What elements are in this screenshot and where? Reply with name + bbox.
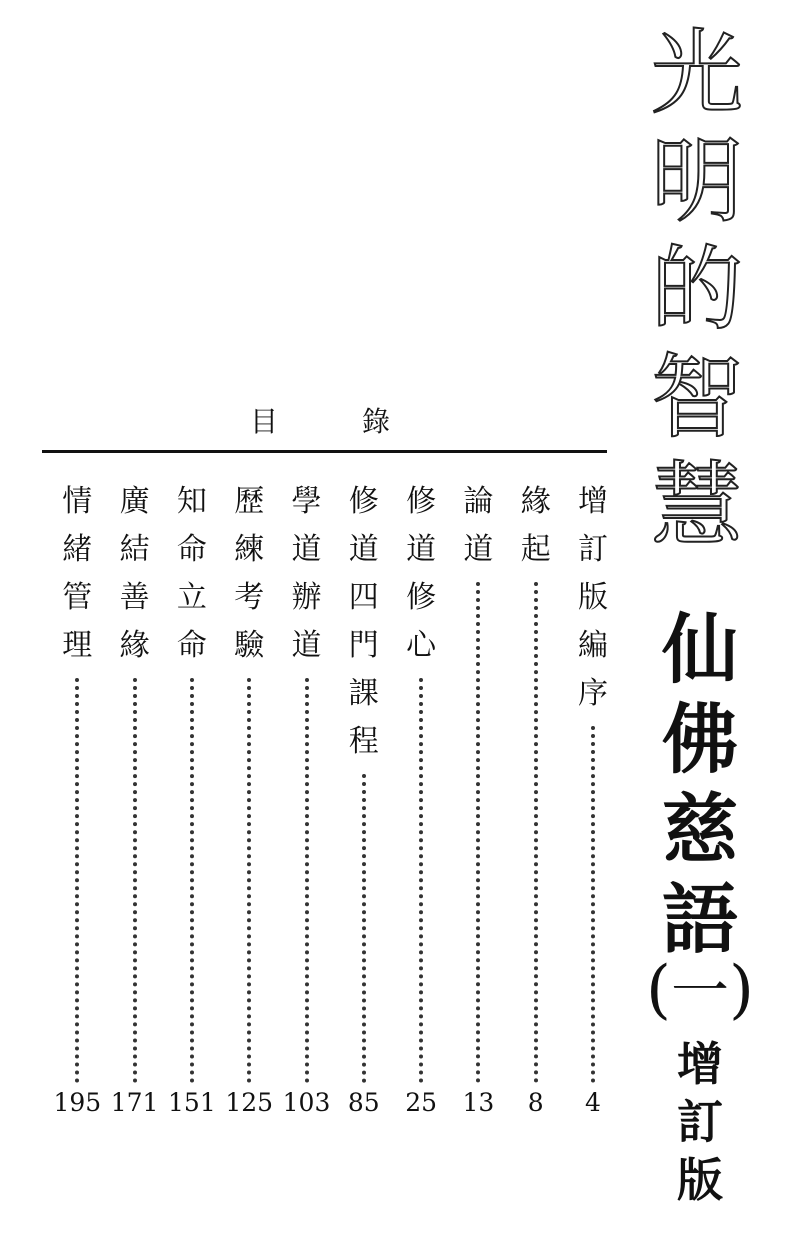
toc-title-char: 理 — [62, 628, 93, 663]
toc-title-char: 善 — [119, 580, 150, 615]
toc-title-char: 練 — [234, 532, 265, 567]
toc-title-char: 道 — [348, 532, 379, 567]
toc-title-char: 論 — [463, 484, 494, 519]
dot-leader — [419, 678, 423, 1083]
toc-title-char: 知 — [176, 484, 207, 519]
volume-numeral: 一 — [670, 957, 729, 1025]
toc-title-char: 緣 — [119, 628, 150, 663]
toc-entry-title — [458, 478, 498, 574]
toc-title-char: 版 — [578, 580, 608, 615]
toc-entry-title — [115, 478, 155, 670]
toc-entry-title — [573, 478, 613, 718]
toc-entry-title — [516, 478, 556, 574]
toc-title-char: 訂 — [578, 532, 608, 567]
toc-title-char: 管 — [62, 580, 93, 615]
toc-page-number: 103 — [282, 1088, 331, 1117]
toc-title-char: 命 — [176, 628, 207, 663]
toc-entry[interactable] — [573, 478, 613, 1118]
toc-title-char: 修 — [348, 484, 379, 519]
toc-page-number: 13 — [462, 1088, 495, 1117]
dot-leader — [190, 678, 194, 1083]
toc-title-char: 道 — [291, 628, 322, 663]
dot-leader — [476, 582, 480, 1083]
toc-entry[interactable] — [110, 478, 159, 1118]
toc-title-char: 緒 — [62, 532, 93, 567]
toc-title-char: 四 — [348, 580, 379, 615]
edition-char: 訂 — [677, 1095, 723, 1149]
toc-title-char: 程 — [348, 724, 379, 759]
toc-entry[interactable] — [344, 478, 384, 1118]
toc-entry[interactable] — [458, 478, 498, 1118]
toc-entry[interactable] — [282, 478, 331, 1118]
book-title-char: 仙 — [662, 605, 738, 694]
toc-page-number: 85 — [347, 1088, 380, 1117]
toc-entry-title — [401, 478, 441, 670]
toc-title-char: 驗 — [234, 628, 265, 663]
toc-title-char: 歷 — [234, 484, 265, 519]
series-title-char: 的 — [650, 236, 743, 343]
toc-entry-title — [344, 478, 384, 766]
toc-page-number: 125 — [225, 1088, 274, 1117]
toc-entry[interactable] — [53, 478, 102, 1118]
series-title-char: 慧 — [650, 452, 743, 559]
toc-title-char: 道 — [406, 532, 437, 567]
toc-heading-mu: 目 — [250, 405, 279, 438]
toc-title-char: 序 — [578, 676, 608, 711]
toc-title-char: 修 — [406, 580, 437, 615]
toc-title-char: 課 — [348, 676, 379, 711]
toc-title-char: 學 — [291, 484, 322, 519]
toc-title-char: 情 — [62, 484, 93, 519]
book-title-char: 慈 — [662, 785, 738, 874]
toc-title-char: 辦 — [291, 580, 322, 615]
book-title-char: 語 — [662, 875, 738, 964]
toc-entry-title — [287, 478, 327, 670]
toc-entry[interactable] — [401, 478, 441, 1118]
series-title-char: 光 — [650, 20, 743, 127]
toc-page-number: 171 — [110, 1088, 159, 1117]
toc-entry[interactable] — [168, 478, 216, 1118]
toc-page-number: 195 — [53, 1088, 102, 1117]
toc-page-number: 25 — [405, 1088, 437, 1117]
toc-title-char: 道 — [291, 532, 322, 567]
toc-title-char: 立 — [176, 580, 207, 615]
series-title-char: 智 — [650, 344, 743, 451]
toc-title-char: 結 — [119, 532, 150, 567]
toc-entry-title — [172, 478, 212, 670]
toc-title-char: 緣 — [520, 484, 551, 519]
toc-entry[interactable] — [225, 478, 274, 1118]
toc-title-char: 心 — [406, 628, 437, 663]
toc-heading-lu: 錄 — [361, 405, 390, 438]
volume-open-paren: ( — [646, 953, 671, 1027]
toc-title-char: 門 — [348, 628, 379, 663]
toc-page-number: 4 — [585, 1088, 601, 1117]
toc-title-char: 道 — [463, 532, 494, 567]
edition-char: 版 — [677, 1153, 723, 1207]
toc-title-char: 命 — [176, 532, 207, 567]
dot-leader — [133, 678, 137, 1083]
dot-leader — [75, 678, 79, 1083]
toc-title-char: 考 — [234, 580, 265, 615]
dot-leader — [534, 582, 538, 1083]
volume-close-paren: ) — [729, 953, 754, 1027]
dot-leader — [591, 726, 595, 1083]
edition-char: 增 — [677, 1037, 723, 1091]
toc-title-char: 編 — [578, 628, 608, 663]
toc-entry-title — [229, 478, 269, 670]
toc-title-char: 增 — [578, 484, 608, 519]
toc-entry-title — [57, 478, 97, 670]
dot-leader — [247, 678, 251, 1083]
toc-title-char: 修 — [406, 484, 437, 519]
book-title-char: 佛 — [662, 695, 738, 784]
toc-page-number: 151 — [168, 1088, 216, 1117]
toc-page-number: 8 — [527, 1088, 544, 1117]
toc-title-char: 起 — [520, 532, 551, 567]
series-title-char: 明 — [650, 128, 743, 235]
toc-entry[interactable] — [516, 478, 556, 1118]
toc-title-char: 廣 — [119, 484, 150, 519]
dot-leader — [362, 774, 366, 1083]
dot-leader — [305, 678, 309, 1083]
